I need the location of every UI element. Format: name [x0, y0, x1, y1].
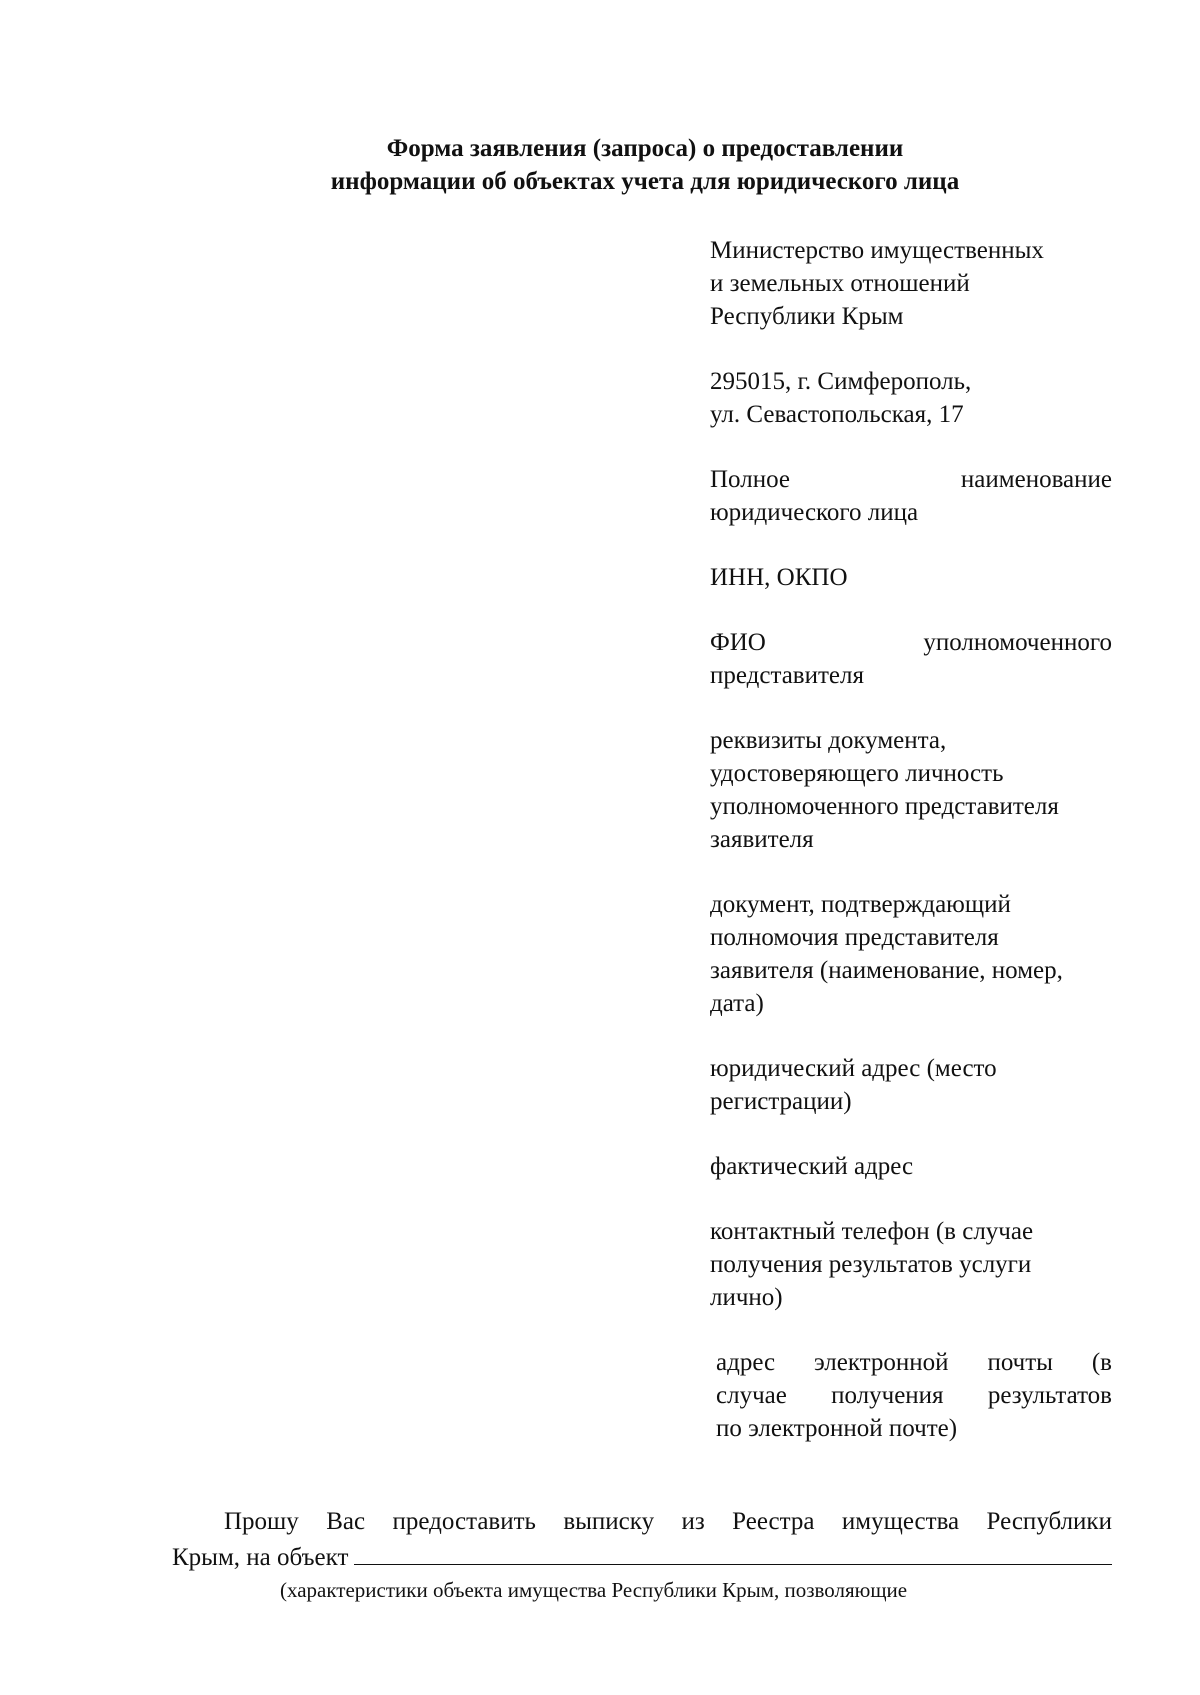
recipient-line: Министерство имущественных [710, 237, 1044, 264]
object-field-caption: (характеристики объекта имущества Республики Крым, позволяющие [280, 1578, 908, 1602]
request-line-1 [172, 1505, 1112, 1538]
field-label: по электронной почте) [716, 1415, 958, 1442]
request-word: имущества [841, 1508, 960, 1535]
field-label: заявителя [710, 826, 814, 853]
field-label: заявителя (наименование, номер, [710, 957, 1063, 984]
request-word: Вас [326, 1508, 366, 1535]
recipient-address-block [710, 365, 1112, 431]
request-line-2 [172, 1538, 1112, 1574]
field-label-word: ФИО [710, 629, 766, 656]
request-word: Прошу [224, 1508, 299, 1535]
recipient-block [710, 234, 1112, 333]
field-label: представителя [710, 662, 864, 689]
actual-address-field [710, 1150, 1112, 1183]
object-input-line[interactable] [354, 1538, 1112, 1565]
field-label-word: случае [716, 1382, 787, 1409]
request-word: Республики [986, 1508, 1112, 1535]
field-label: уполномоченного представителя [710, 793, 1059, 820]
email-field [716, 1346, 1112, 1445]
id-document-field [710, 724, 1112, 856]
field-label-word: электронной [814, 1349, 949, 1376]
field-label: контактный телефон (в случае [710, 1218, 1034, 1245]
field-label-word: адрес [716, 1349, 776, 1376]
request-word: из [681, 1508, 705, 1535]
field-label-word: наименование [960, 466, 1112, 493]
legal-address-field [710, 1052, 1112, 1118]
address-line: ул. Севастопольская, 17 [710, 401, 964, 428]
title-line-2: информации об объектах учета для юридического лица [330, 168, 960, 195]
representative-field [710, 626, 1112, 659]
field-label: полномочия представителя [710, 924, 999, 951]
request-word: выписку [563, 1508, 655, 1535]
field-label-word: уполномоченного [923, 629, 1112, 656]
field-label-word: получения [831, 1382, 944, 1409]
inn-okpo-field [710, 561, 1112, 594]
field-label: документ, подтверждающий [710, 891, 1011, 918]
field-label: юридического лица [710, 499, 919, 526]
field-label-word: результатов [987, 1382, 1112, 1409]
request-prefix: Крым, на объект [172, 1544, 349, 1571]
full-name-field-cont [710, 496, 1112, 529]
request-word: предоставить [392, 1508, 536, 1535]
field-label: фактический адрес [710, 1153, 914, 1180]
full-name-field [710, 463, 1112, 496]
field-label-word: Полное [710, 466, 790, 493]
addressee-column [710, 234, 1112, 1445]
field-label-word: почты [987, 1349, 1053, 1376]
field-label: получения результатов услуги [710, 1251, 1032, 1278]
title-line-1: Форма заявления (запроса) о предоставлении [386, 135, 904, 162]
field-label: лично) [710, 1284, 783, 1311]
address-line: 295015, г. Симферополь, [710, 368, 972, 395]
document-title [0, 132, 1200, 198]
field-label: ИНН, ОКПО [710, 564, 848, 591]
field-label: реквизиты документа, [710, 727, 947, 754]
representative-field-cont [710, 659, 1112, 692]
recipient-line: и земельных отношений [710, 270, 970, 297]
field-label: регистрации) [710, 1088, 852, 1115]
phone-field [710, 1215, 1112, 1314]
request-paragraph [172, 1505, 1112, 1574]
request-word: Реестра [732, 1508, 815, 1535]
recipient-line: Республики Крым [710, 303, 904, 330]
field-label-word: (в [1091, 1349, 1112, 1376]
field-label: удостоверяющего личность [710, 760, 1004, 787]
authority-document-field [710, 888, 1112, 1020]
field-label: дата) [710, 990, 764, 1017]
field-label: юридический адрес (место [710, 1055, 997, 1082]
